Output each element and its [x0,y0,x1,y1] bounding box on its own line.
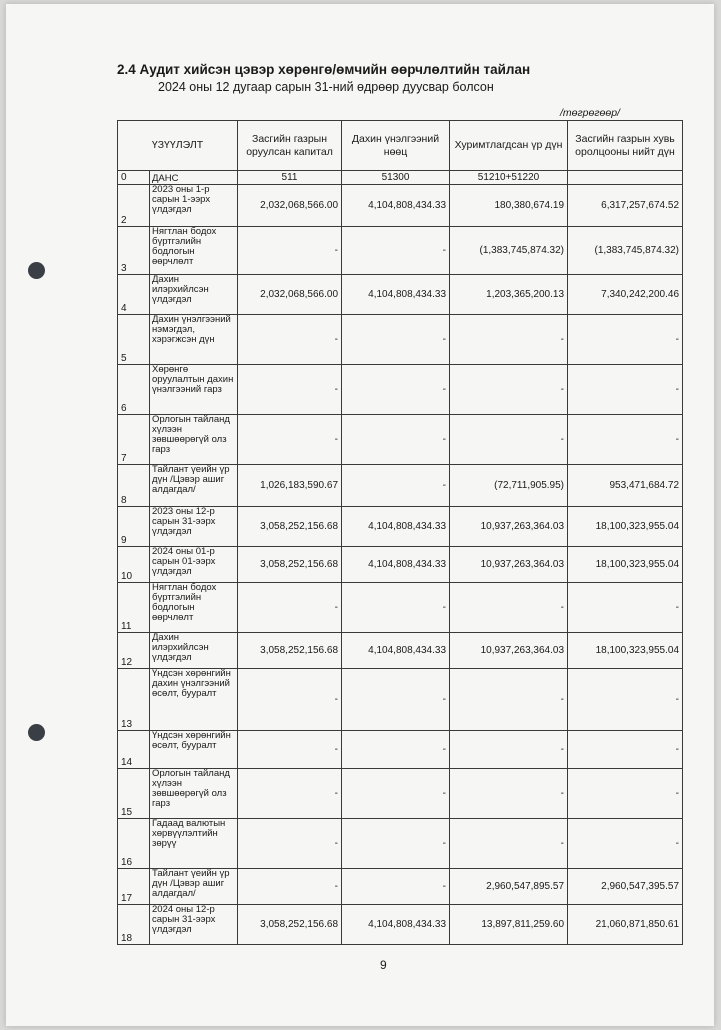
table-row [118,507,683,547]
row-description: Дахин үнэлгээний нэмэгдэл, хэрэгжсэн дүн [150,315,238,365]
row-number: 0 [118,171,150,185]
cell-government-capital: - [238,769,342,819]
cell-total-equity: 18,100,323,955.04 [568,633,683,669]
cell-revaluation-reserve: 4,104,808,434.33 [342,275,450,315]
cell-retained-earnings: - [450,769,568,819]
cell-total-equity: 7,340,242,200.46 [568,275,683,315]
punch-hole [28,724,45,741]
cell-revaluation-reserve: 4,104,808,434.33 [342,905,450,945]
cell-government-capital: - [238,869,342,905]
table-row [118,275,683,315]
row-description: Хөрөнгө оруулалтын дахин үнэлгээний гарз [150,365,238,415]
cell-total-equity [568,171,683,185]
cell-retained-earnings: (1,383,745,874.32) [450,227,568,275]
cell-retained-earnings: 10,937,263,364.03 [450,547,568,583]
cell-government-capital: 511 [238,171,342,185]
row-number: 5 [118,315,150,365]
cell-revaluation-reserve: - [342,415,450,465]
cell-government-capital: 2,032,068,566.00 [238,185,342,227]
cell-government-capital: - [238,731,342,769]
row-description: 2024 оны 01-р сарын 01-ээрх үлдэгдэл [150,547,238,583]
row-number: 9 [118,507,150,547]
cell-revaluation-reserve: - [342,365,450,415]
row-number: 16 [118,819,150,869]
cell-revaluation-reserve: - [342,583,450,633]
row-number: 18 [118,905,150,945]
cell-revaluation-reserve: 4,104,808,434.33 [342,185,450,227]
cell-total-equity: - [568,315,683,365]
row-number: 12 [118,633,150,669]
currency-unit: /төгрөгөөр/ [560,107,620,119]
row-description: 2023 оны 12-р сарын 31-ээрх үлдэгдэл [150,507,238,547]
table-row [118,547,683,583]
cell-retained-earnings: - [450,415,568,465]
cell-government-capital: - [238,583,342,633]
cell-retained-earnings: - [450,731,568,769]
cell-revaluation-reserve: - [342,769,450,819]
cell-total-equity: - [568,731,683,769]
cell-revaluation-reserve: - [342,315,450,365]
cell-revaluation-reserve: 51300 [342,171,450,185]
cell-government-capital: 3,058,252,156.68 [238,905,342,945]
table-row [118,869,683,905]
equity-changes-table [117,120,683,945]
cell-retained-earnings: - [450,365,568,415]
row-description: Дахин илэрхийлсэн үлдэгдэл [150,275,238,315]
cell-revaluation-reserve: - [342,227,450,275]
table-row [118,669,683,731]
cell-government-capital: - [238,315,342,365]
row-number: 13 [118,669,150,731]
cell-total-equity: - [568,769,683,819]
cell-revaluation-reserve: - [342,465,450,507]
row-description: 2024 оны 12-р сарын 31-ээрх үлдэгдэл [150,905,238,945]
table-row [118,819,683,869]
cell-government-capital: 2,032,068,566.00 [238,275,342,315]
cell-total-equity: 18,100,323,955.04 [568,507,683,547]
row-description: Үндсэн хөрөнгийн дахин үнэлгээний өсөлт, бууралт [150,669,238,731]
cell-retained-earnings: - [450,583,568,633]
row-number: 3 [118,227,150,275]
row-number: 8 [118,465,150,507]
cell-total-equity: 21,060,871,850.61 [568,905,683,945]
table-row [118,315,683,365]
row-description: Орлогын тайланд хүлээн зөвшөөрөгүй олз гарз [150,415,238,465]
row-number: 7 [118,415,150,465]
row-description: Орлогын тайланд хүлээн зөвшөөрөгүй олз гарз [150,769,238,819]
cell-revaluation-reserve: - [342,819,450,869]
row-number: 4 [118,275,150,315]
cell-total-equity: - [568,819,683,869]
table-row [118,185,683,227]
row-description: Гадаад валютын хөрвүүлэлтийн зөрүү [150,819,238,869]
header-description: ҮЗҮҮЛЭЛТ [118,121,238,171]
cell-retained-earnings: 10,937,263,364.03 [450,507,568,547]
cell-total-equity: - [568,669,683,731]
table-row [118,769,683,819]
row-number: 6 [118,365,150,415]
table-row [118,731,683,769]
cell-revaluation-reserve: - [342,669,450,731]
cell-total-equity: - [568,583,683,633]
cell-government-capital: 3,058,252,156.68 [238,633,342,669]
row-description: Дахин илэрхийлсэн үлдэгдэл [150,633,238,669]
table-row [118,415,683,465]
cell-retained-earnings: 2,960,547,895.57 [450,869,568,905]
header-total-equity: Засгийн газрын хувь оролцооны нийт дүн [568,121,683,171]
cell-revaluation-reserve: 4,104,808,434.33 [342,507,450,547]
row-description: Үндсэн хөрөнгийн өсөлт, бууралт [150,731,238,769]
row-description: Нягтлан бодох бүртгэлийн бодлогын өөрчлөлт [150,227,238,275]
cell-retained-earnings: - [450,669,568,731]
cell-total-equity: 6,317,257,674.52 [568,185,683,227]
cell-retained-earnings: 1,203,365,200.13 [450,275,568,315]
page-number: 9 [380,958,387,972]
row-number: 10 [118,547,150,583]
table-row [118,365,683,415]
cell-revaluation-reserve: 4,104,808,434.33 [342,547,450,583]
cell-revaluation-reserve: - [342,869,450,905]
cell-total-equity: 18,100,323,955.04 [568,547,683,583]
cell-retained-earnings: (72,711,905.95) [450,465,568,507]
cell-total-equity: 953,471,684.72 [568,465,683,507]
punch-hole [28,262,45,279]
cell-total-equity: 2,960,547,395.57 [568,869,683,905]
cell-retained-earnings: - [450,315,568,365]
cell-government-capital: 3,058,252,156.68 [238,507,342,547]
cell-retained-earnings: 10,937,263,364.03 [450,633,568,669]
row-number: 11 [118,583,150,633]
cell-revaluation-reserve: - [342,731,450,769]
row-description: Тайлант үеийн үр дүн /Цэвэр ашиг алдагдал/ [150,869,238,905]
cell-government-capital: - [238,365,342,415]
row-description: 2023 оны 1-р сарын 1-ээрх үлдэгдэл [150,185,238,227]
row-number: 15 [118,769,150,819]
table-header-row [118,121,683,171]
cell-retained-earnings: - [450,819,568,869]
table-row [118,227,683,275]
table-row [118,171,683,185]
report-title: 2.4 Аудит хийсэн цэвэр хөрөнгө/өмчийн өөрчлөлтийн тайлан [117,62,531,77]
header-government-capital: Засгийн газрын оруулсан капитал [238,121,342,171]
row-number: 14 [118,731,150,769]
table-row [118,905,683,945]
cell-government-capital: - [238,819,342,869]
table-row [118,633,683,669]
cell-total-equity: - [568,365,683,415]
cell-revaluation-reserve: 4,104,808,434.33 [342,633,450,669]
table-row [118,583,683,633]
header-retained-earnings: Хуримтлагдсан үр дүн [450,121,568,171]
row-description: ДАНС [150,171,238,185]
cell-government-capital: - [238,669,342,731]
cell-retained-earnings: 13,897,811,259.60 [450,905,568,945]
row-description: Нягтлан бодох бүртгэлийн бодлогын өөрчлөлт [150,583,238,633]
cell-retained-earnings: 51210+51220 [450,171,568,185]
cell-retained-earnings: 180,380,674.19 [450,185,568,227]
row-description: Тайлант үеийн үр дүн /Цэвэр ашиг алдагдал/ [150,465,238,507]
cell-government-capital: 3,058,252,156.68 [238,547,342,583]
row-number: 2 [118,185,150,227]
cell-total-equity: - [568,415,683,465]
report-subtitle: 2024 оны 12 дугаар сарын 31-ний өдрөөр дуусвар болсон [158,80,494,94]
row-number: 17 [118,869,150,905]
cell-government-capital: - [238,227,342,275]
cell-government-capital: 1,026,183,590.67 [238,465,342,507]
cell-total-equity: (1,383,745,874.32) [568,227,683,275]
table-row [118,465,683,507]
header-revaluation-reserve: Дахин үнэлгээний нөөц [342,121,450,171]
cell-government-capital: - [238,415,342,465]
